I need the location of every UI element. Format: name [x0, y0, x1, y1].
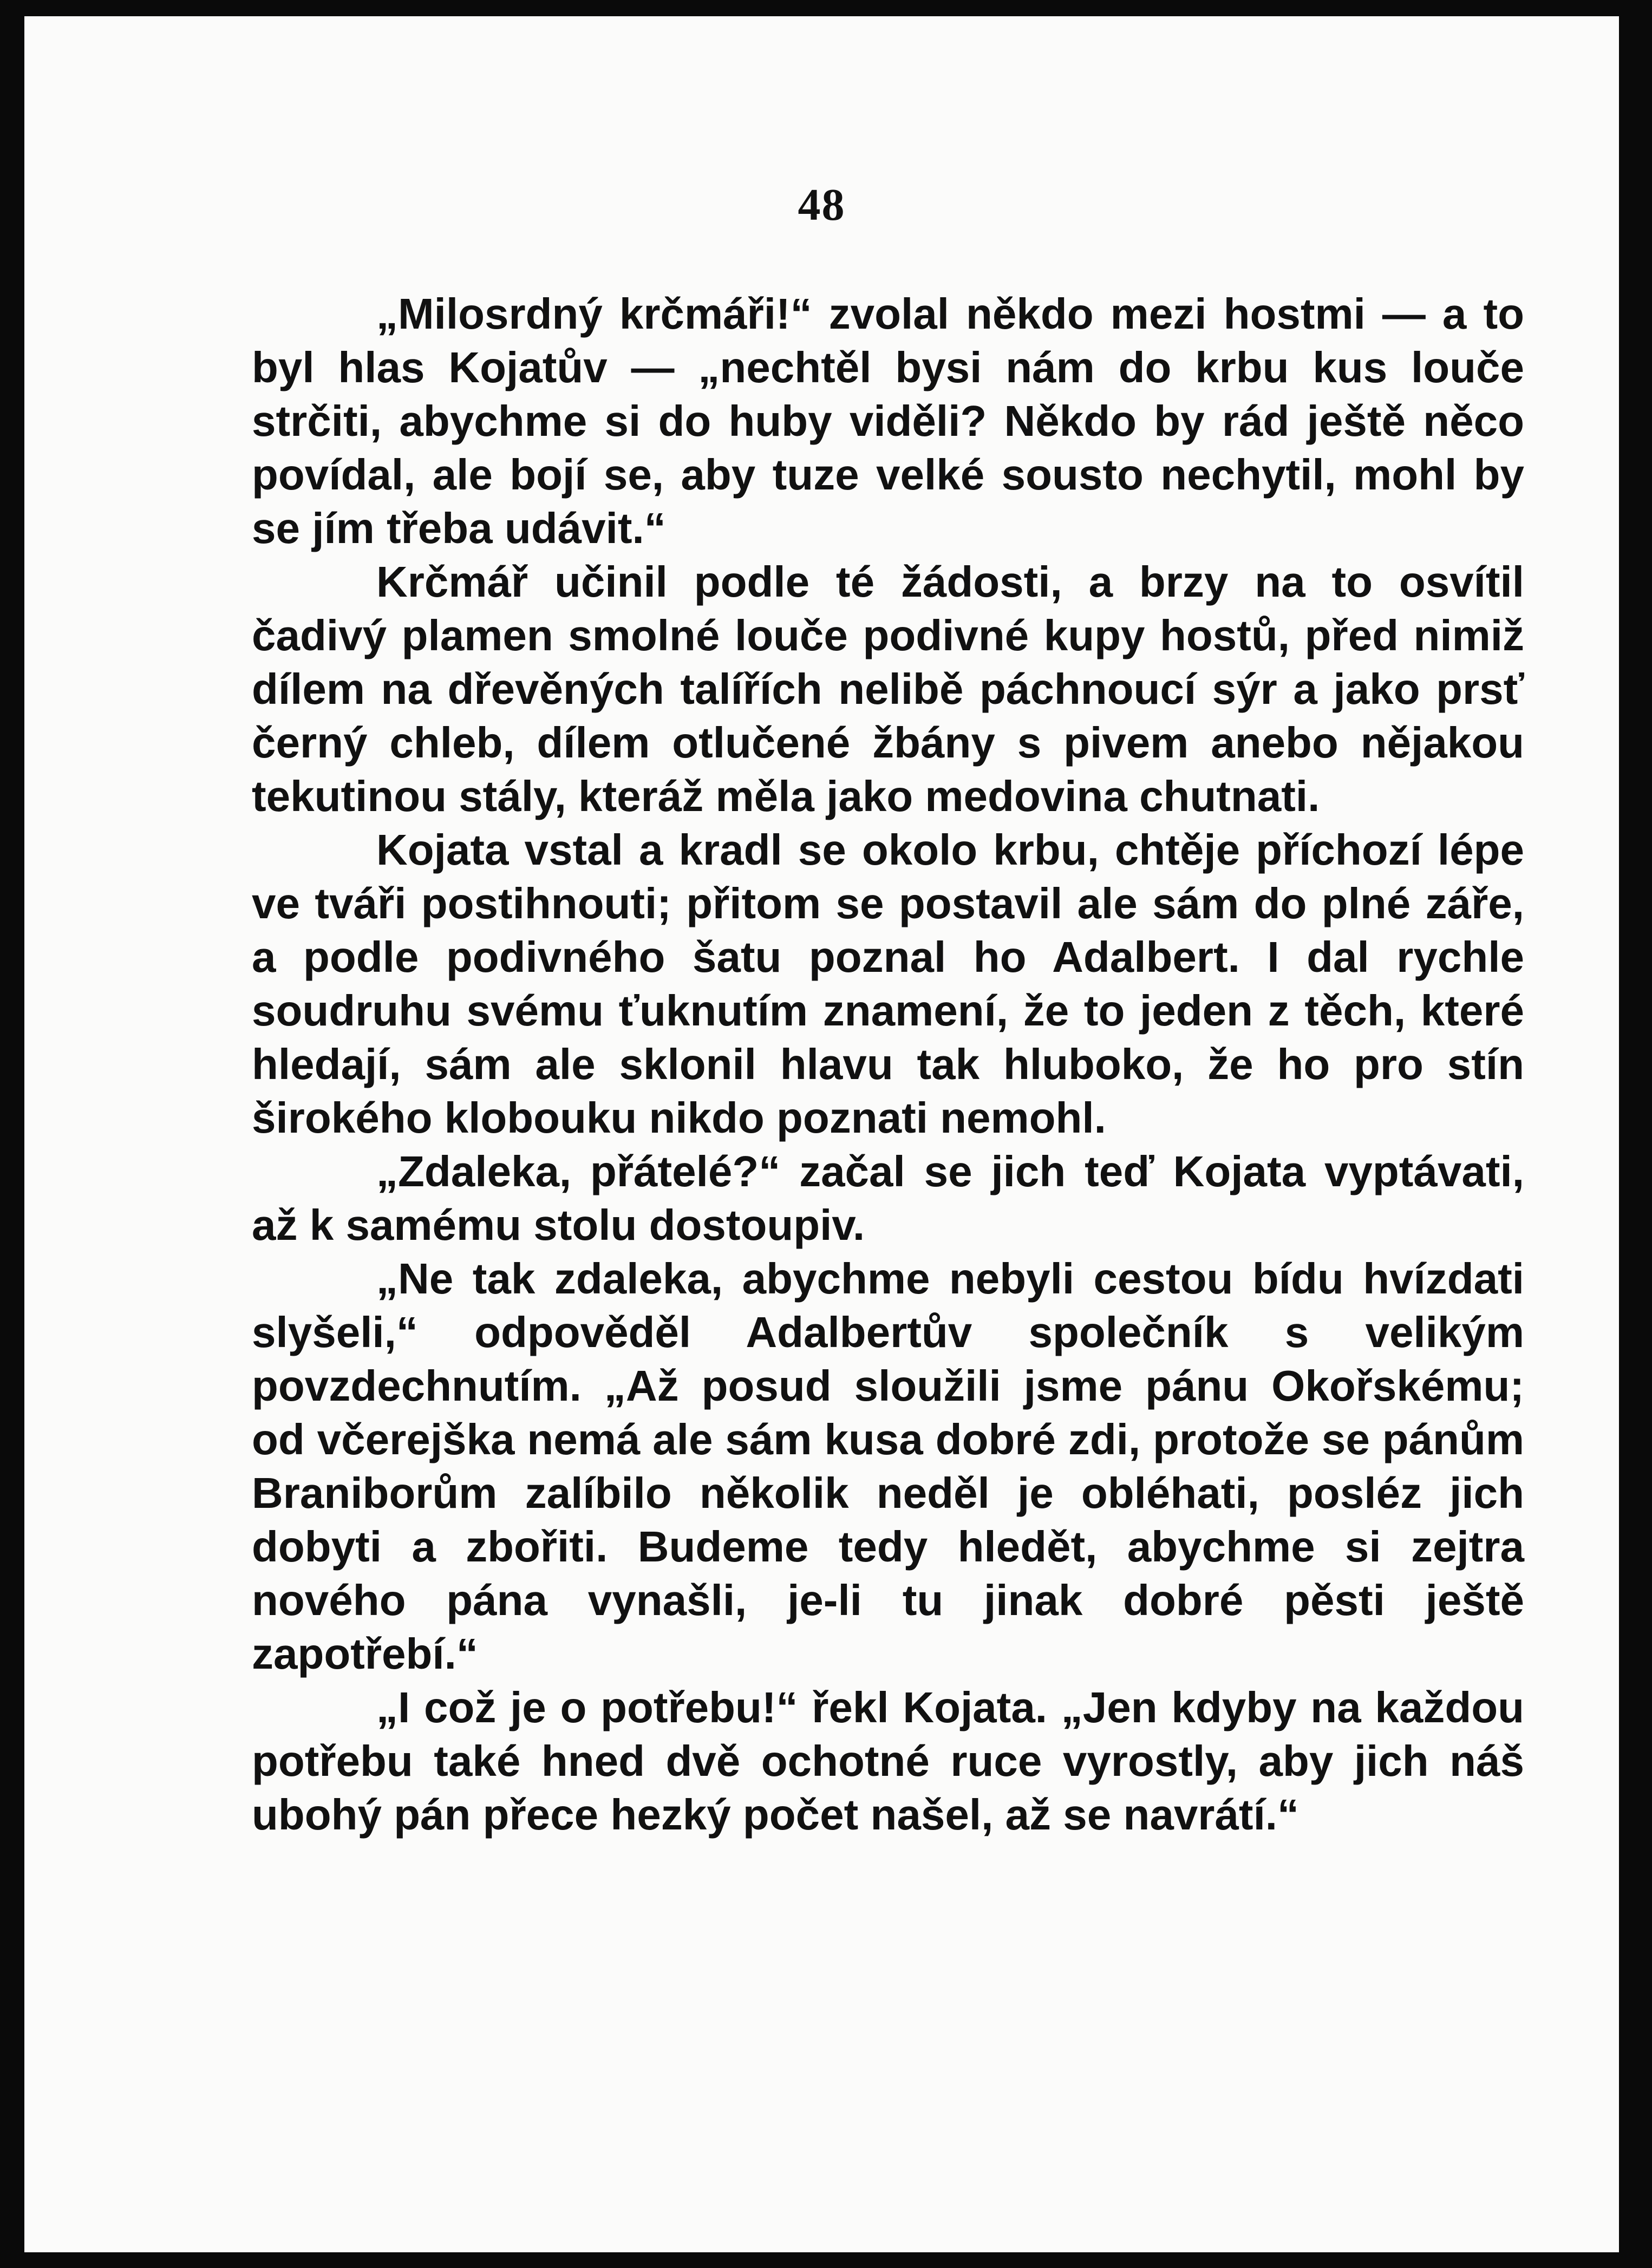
paragraph: Krčmář učinil podle té žádosti, a brzy na to osvítil čadivý plamen smolné louče podivné kupy hostů, před nimiž dílem na dřevěných talířích nelibě páchnoucí sýr a jako prsť černý chleb, dílem otlučené žbány s pivem anebo nějakou tekutinou stály, kteráž měla jako medovina chutnati.	[252, 558, 1524, 820]
paragraph: Kojata vstal a kradl se okolo krbu, chtěje příchozí lépe ve tváři postihnouti; přitom se postavil ale sám do plné záře, a podle podivného šatu poznal ho Adalbert. I dal rychle soudruhu svému ťuknutím znamení, že to jeden z těch, které hledají, sám ale sklonil hlavu tak hluboko, že ho pro stín širokého klobouku nikdo poznati nemohl.	[252, 826, 1524, 1142]
book-page	[24, 16, 1619, 2252]
paragraph: „I což je o potřebu!“ řekl Kojata. „Jen kdyby na každou potřebu také hned dvě ochotné ruce vyrostly, aby jich náš ubohý pán přece hezký počet našel, až se navrátí.“	[252, 1683, 1524, 1839]
paragraph: „Ne tak zdaleka, abychme nebyli cestou bídu hvízdati slyšeli,“ odpověděl Adalbertův společník s velikým povzdechnutím. „Až posud sloužili jsme pánu Okořskému; od včerejška nemá ale sám kusa dobré zdi, protože se pánům Braniborům zalíbilo několik neděl je obléhati, posléz jich dobyti a zbořiti. Budeme tedy hledět, abychme si zejtra nového pána vynašli, je-li tu jinak dobré pěsti ještě zapotřebí.“	[252, 1254, 1524, 1678]
paragraph: „Milosrdný krčmáři!“ zvolal někdo mezi hostmi — a to byl hlas Kojatův — „nechtěl bysi nám do krbu kus louče strčiti, abychme si do huby viděli? Někdo by rád ještě něco povídal, ale bojí se, aby tuze velké sousto nechytil, mohl by se jím třeba udávit.“	[252, 290, 1524, 552]
page-body-text	[252, 287, 1524, 1841]
page-number: 48	[798, 180, 846, 230]
paragraph: „Zdaleka, přátelé?“ začal se jich teď Kojata vyptávati, až k samému stolu dostoupiv.	[252, 1147, 1524, 1249]
